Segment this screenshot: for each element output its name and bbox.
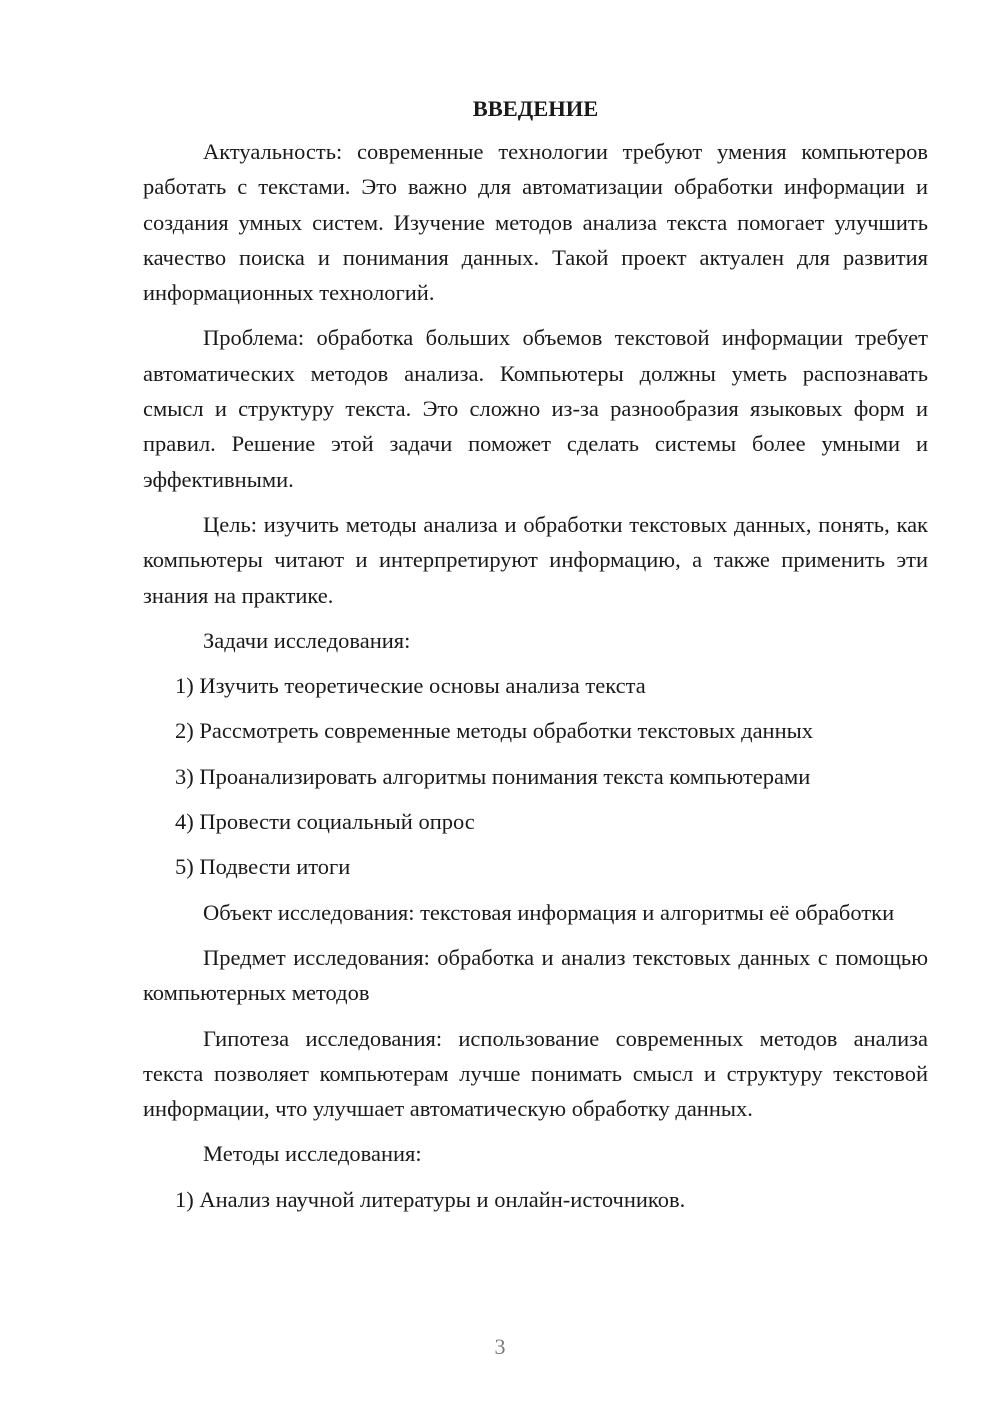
tasks-label: Задачи исследования: xyxy=(203,627,411,653)
page-number: 3 xyxy=(494,1334,506,1359)
object-paragraph: Объект исследования: текстовая информация и алгоритмы её обработки xyxy=(203,899,895,925)
subject-paragraph: Предмет исследования: обработка и анализ текстовых данных с помощью компьютерных методов xyxy=(143,944,928,1006)
section-heading: ВВЕДЕНИЕ xyxy=(472,96,599,121)
task-item: 1) Изучить теоретические основы анализа текста xyxy=(175,673,646,699)
document-page xyxy=(143,90,928,1227)
problem-paragraph: Проблема: обработка больших объемов текстовой информации требует автоматических методов анализа. Компьютеры должны уметь распознавать смысл и структуру текста. Это сложно из-за разнообразия языковых форм и правил. Решение этой задачи поможет сделать системы более умными и эффективными. xyxy=(143,325,928,492)
task-item: 3) Проанализировать алгоритмы понимания текста компьютерами xyxy=(175,763,811,789)
task-item: 4) Провести социальный опрос xyxy=(175,809,475,835)
hypothesis-paragraph: Гипотеза исследования: использование современных методов анализа текста позволяет компьютерам лучше понимать смысл и структуру текстовой информации, что улучшает автоматическую обработку данных. xyxy=(143,1025,928,1122)
task-item: 2) Рассмотреть современные методы обработки текстовых данных xyxy=(175,718,814,744)
methods-label: Методы исследования: xyxy=(203,1141,422,1167)
goal-paragraph: Цель: изучить методы анализа и обработки текстовых данных, понять, как компьютеры читают и интерпретируют информацию, а также применить эти знания на практике. xyxy=(143,511,928,608)
methods-list xyxy=(143,1182,928,1217)
method-item: 1) Анализ научной литературы и онлайн-источников. xyxy=(175,1186,686,1212)
task-item: 5) Подвести итоги xyxy=(175,854,351,880)
tasks-list xyxy=(143,668,928,884)
relevance-paragraph: Актуальность: современные технологии требуют умения компьютеров работать с текстами. Это важно для автоматизации обработки информации и создания умных систем. Изучение методов анализа текста помогает улучшить качество поиска и понимания данных. Такой проект актуален для развития информационных технологий. xyxy=(143,139,928,306)
